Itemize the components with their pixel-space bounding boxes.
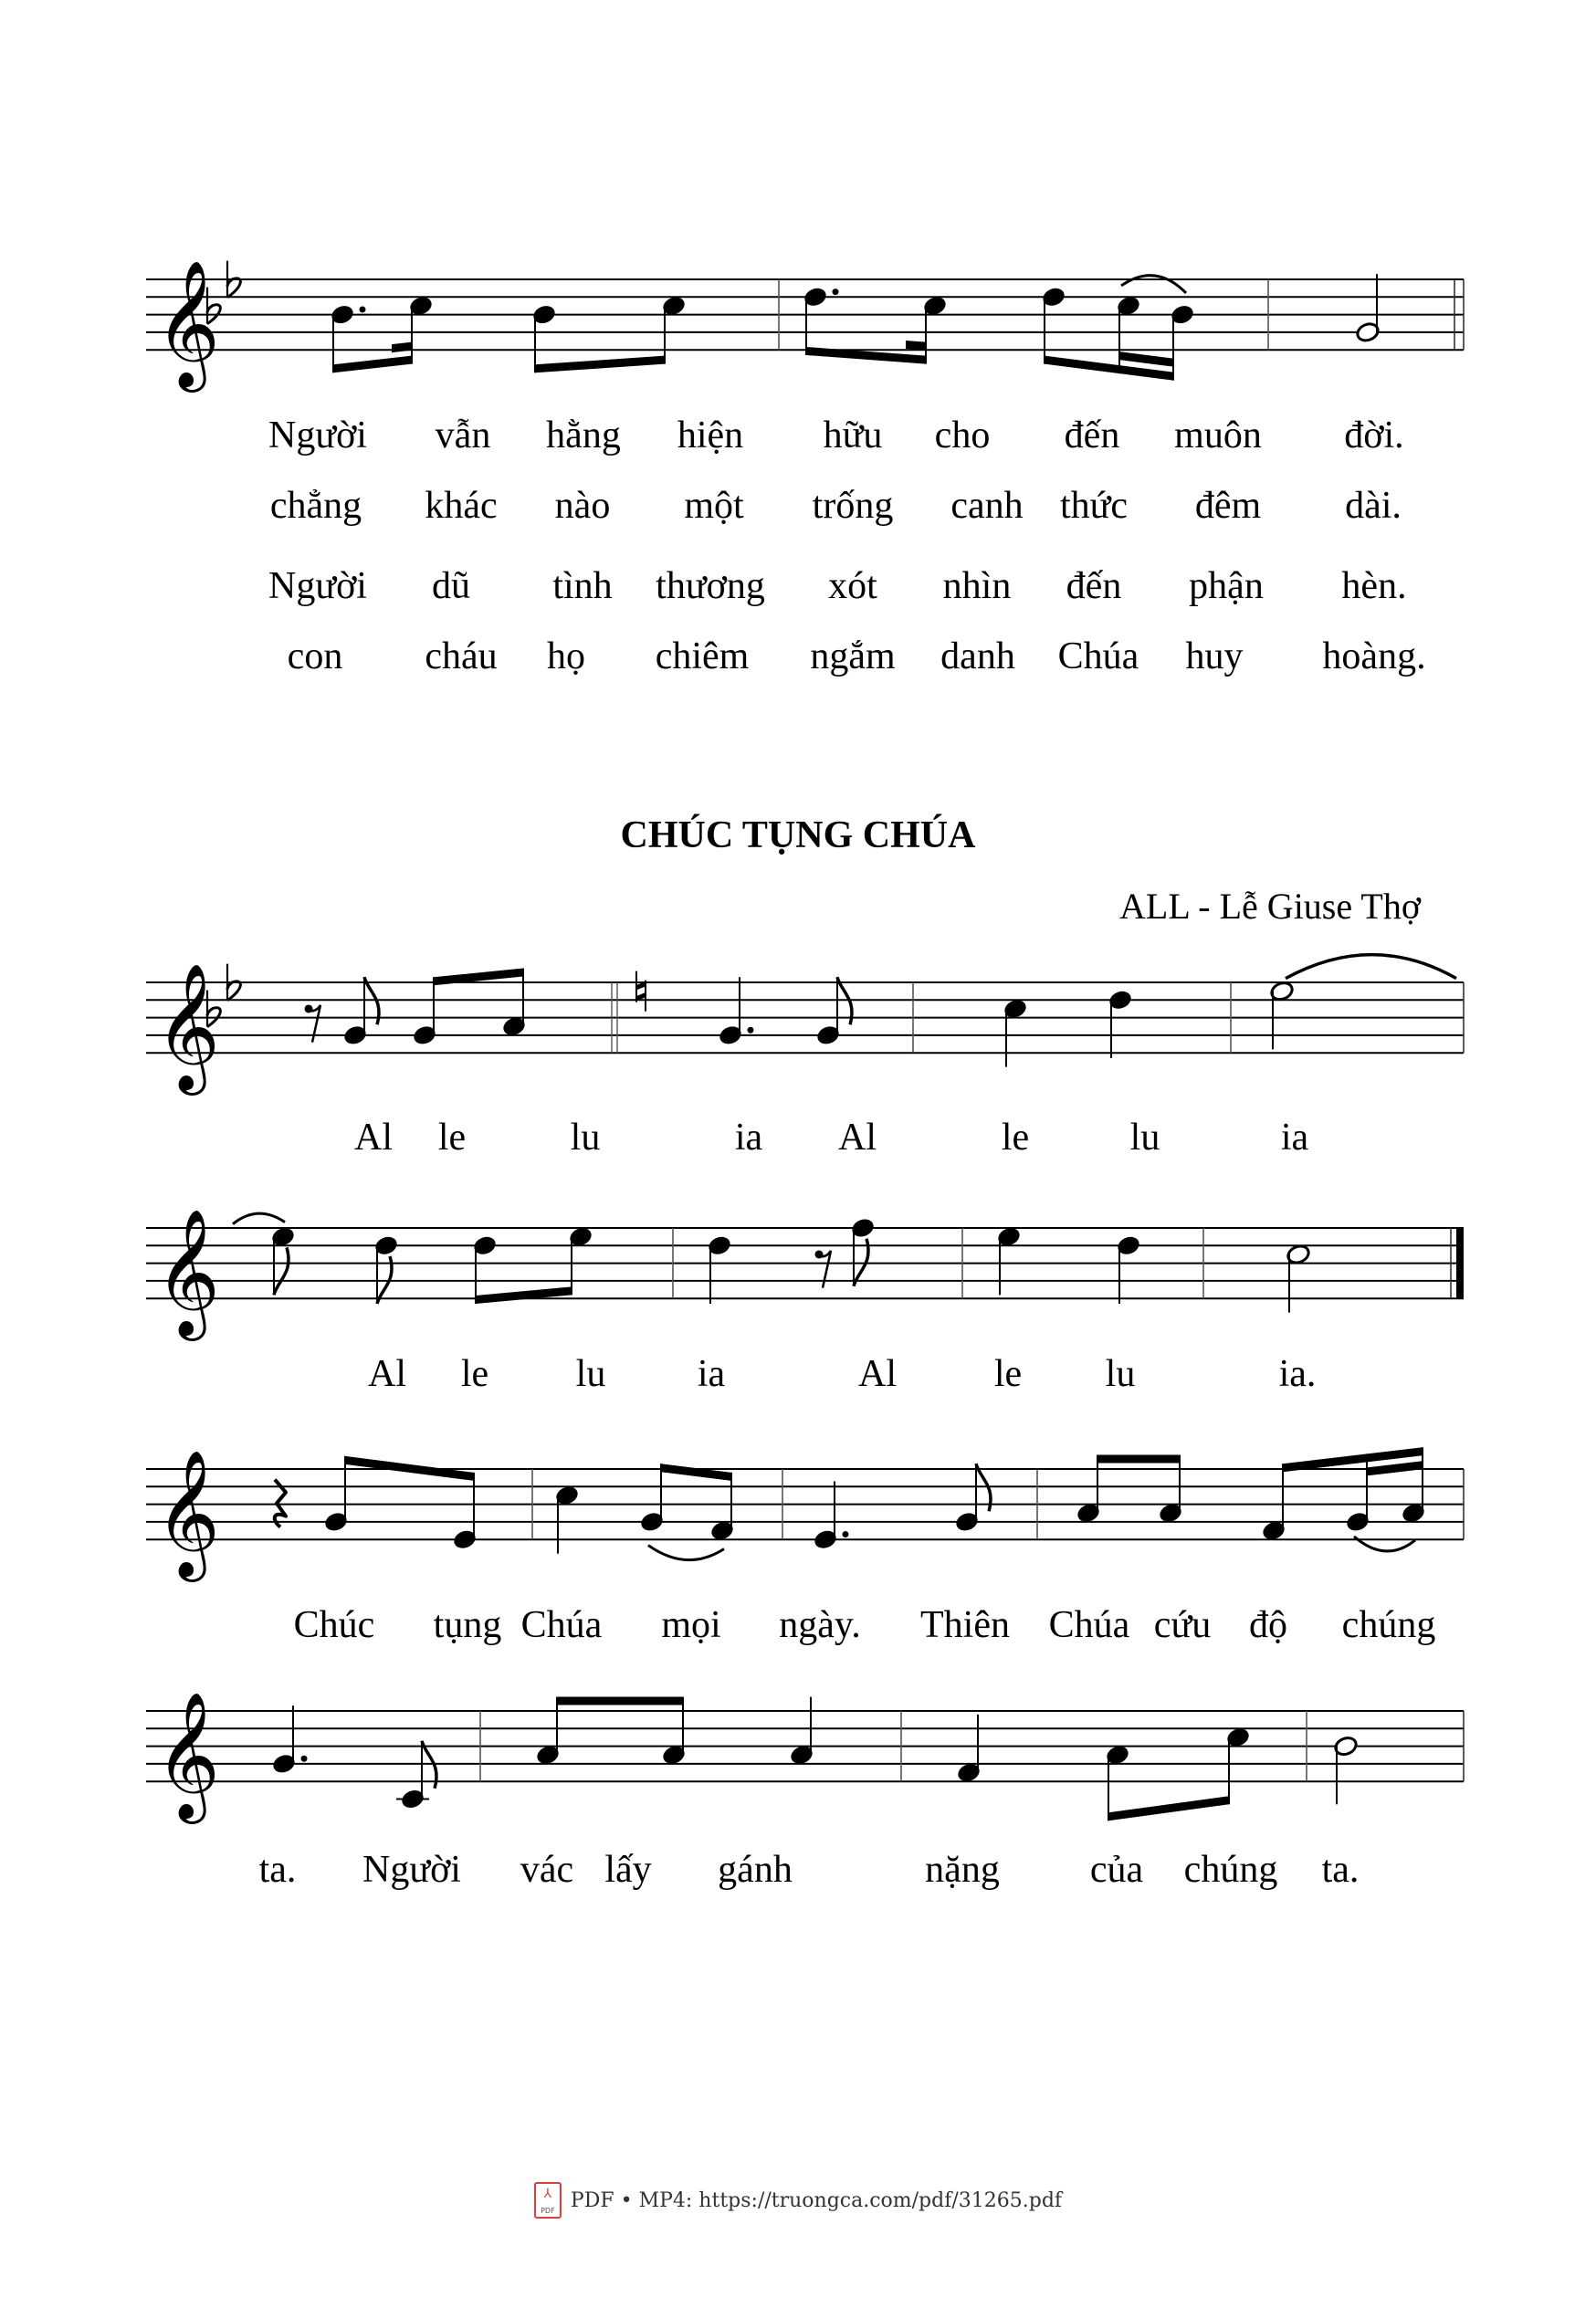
lyric-syllable: hằng: [546, 414, 621, 456]
lyric-syllable: le: [437, 1117, 467, 1159]
pdf-icon-label: PDF: [541, 2207, 555, 2215]
lyric-syllable: cháu: [425, 635, 498, 677]
lyrics-row: [268, 565, 1407, 607]
lyric-syllable: nào: [554, 485, 611, 527]
lyric-syllable: ia: [1280, 1117, 1309, 1159]
lyric-syllable: đến: [1066, 565, 1122, 607]
lyric-syllable: nặng: [925, 1849, 1000, 1891]
lyric-syllable: khác: [425, 485, 498, 527]
lyric-syllable: chẳng: [269, 485, 362, 527]
lyric-syllable: lu: [570, 1117, 601, 1159]
beam: [557, 1697, 683, 1705]
pdf-file-icon: [534, 2182, 562, 2219]
lyric-syllable: vác: [520, 1849, 574, 1891]
lyric-syllable: Thiên: [920, 1604, 1010, 1646]
lyric-syllable: ta.: [258, 1849, 297, 1891]
lyric-syllable: con: [287, 635, 343, 677]
lyric-syllable: Chúc: [293, 1604, 375, 1646]
lyric-syllable: ia: [734, 1117, 763, 1159]
lyric-syllable: ta.: [1321, 1849, 1360, 1891]
lyric-syllable: cho: [934, 414, 991, 456]
lyric-syllable: Chúa: [520, 1604, 603, 1646]
lyric-syllable: Al: [354, 1117, 393, 1159]
lyric-syllable: vẫn: [435, 414, 491, 456]
lyric-syllable: phận: [1189, 565, 1264, 607]
lyric-syllable: gánh: [718, 1849, 793, 1891]
lyric-syllable: hoàng.: [1322, 635, 1426, 677]
lyric-syllable: thức: [1059, 485, 1129, 527]
lyric-syllable: le: [993, 1353, 1023, 1395]
lyric-syllable: một: [684, 485, 744, 527]
lyric-syllable: danh: [940, 635, 1015, 677]
acrobat-glyph-icon: ⅄: [543, 2187, 552, 2201]
lyric-syllable: đến: [1064, 414, 1120, 456]
lyric-syllable: họ: [547, 635, 585, 677]
lyric-syllable: Al: [838, 1117, 877, 1159]
lyric-syllable: Al: [368, 1353, 406, 1395]
treble-clef-icon: 𝄞: [155, 963, 220, 1091]
lyric-syllable: độ: [1249, 1604, 1287, 1646]
lyric-syllable: ngày.: [779, 1604, 861, 1646]
song-title: CHÚC TỤNG CHÚA: [620, 814, 976, 856]
lyric-syllable: hiện: [677, 414, 744, 456]
lyric-syllable: ia.: [1278, 1353, 1317, 1395]
lyric-syllable: chúng: [1183, 1849, 1278, 1891]
lyric-syllable: xót: [828, 565, 877, 607]
beam: [1097, 1455, 1180, 1464]
lyric-syllable: tình: [552, 565, 613, 607]
lyric-syllable: ia: [697, 1353, 726, 1395]
song-author: ALL - Lễ Giuse Thợ: [1119, 886, 1421, 927]
lyric-syllable: trống: [812, 485, 894, 527]
lyrics-row: [268, 414, 1404, 456]
lyric-syllable: lu: [1105, 1353, 1136, 1395]
lyric-syllable: chiêm: [655, 635, 750, 677]
lyric-syllable: Chúa: [1048, 1604, 1130, 1646]
lyric-syllable: mọi: [661, 1604, 721, 1646]
lyric-syllable: muôn: [1174, 414, 1262, 456]
treble-clef-icon: 𝄞: [155, 1692, 220, 1820]
lyric-syllable: hèn.: [1341, 565, 1407, 607]
lyric-syllable: nhìn: [942, 565, 1012, 607]
lyric-syllable: đời.: [1344, 414, 1404, 456]
lyric-syllable: Người: [362, 1849, 461, 1891]
treble-clef-icon: 𝄞: [155, 260, 220, 388]
lyric-syllable: Người: [268, 414, 367, 456]
lyric-syllable: cứu: [1153, 1604, 1212, 1646]
treble-clef-icon: 𝄞: [155, 1209, 220, 1337]
lyrics-row: [270, 485, 1402, 527]
lyric-syllable: chúng: [1341, 1604, 1436, 1646]
footer-url-text[interactable]: PDF • MP4: https://truongca.com/pdf/31265.pdf: [570, 2188, 1063, 2212]
footer-link[interactable]: [0, 2178, 1596, 2222]
lyric-syllable: le: [1001, 1117, 1030, 1159]
treble-clef-icon: 𝄞: [155, 1450, 220, 1578]
lyric-syllable: thương: [656, 565, 765, 607]
lyric-syllable: của: [1089, 1849, 1144, 1891]
lyric-syllable: ngắm: [810, 635, 896, 677]
lyric-syllable: Chúa: [1057, 635, 1139, 677]
lyric-syllable: dài.: [1345, 485, 1402, 527]
lyric-syllable: đêm: [1194, 485, 1262, 527]
lyric-syllable: huy: [1185, 635, 1244, 677]
lyric-syllable: lấy: [604, 1849, 652, 1891]
lyric-syllable: dũ: [432, 565, 470, 607]
lyric-syllable: lu: [575, 1353, 606, 1395]
lyric-syllable: le: [460, 1353, 489, 1395]
lyric-syllable: Người: [268, 565, 367, 607]
lyric-syllable: Al: [858, 1353, 897, 1395]
lyric-syllable: tụng: [433, 1604, 502, 1646]
lyric-syllable: lu: [1129, 1117, 1160, 1159]
lyric-syllable: hữu: [823, 414, 883, 456]
lyric-syllable: canh: [950, 485, 1024, 527]
